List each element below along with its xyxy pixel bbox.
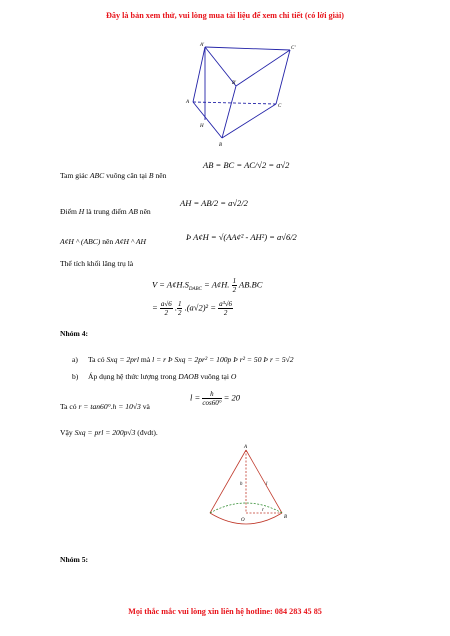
vertex-label: A <box>186 100 190 105</box>
line-ta-co: Ta có r = tan60°.h = 10√3 và <box>60 402 150 411</box>
prism-figure <box>180 40 300 150</box>
item-b-label: b) <box>72 372 79 381</box>
item-a-text: Ta có Sxq = 2prl mà l = r Þ Sxq = 2pr² = 100p Þ r² = 50 Þ r = 5√2 <box>88 355 294 364</box>
preview-notice-banner: Đây là bản xem thử, vui lòng mua tài liệu để xem chi tiết (có lời giải) <box>105 11 344 20</box>
cone-label: A <box>244 445 248 450</box>
line-vay: Vậy Sxq = prl = 200p√3 (đvdt). <box>60 428 158 437</box>
hotline-footer: Mọi thắc mắc vui lòng xin liên hệ hotline: 084 283 45 85 <box>128 607 322 616</box>
cone-label: O <box>241 518 245 523</box>
line-perp: A¢H ^ (ABC) nên A¢H ^ AH <box>60 237 147 246</box>
vertex-label: C' <box>291 46 296 51</box>
line-volume-intro: Thể tích khối lăng trụ là <box>60 259 134 268</box>
line-diem-h: Điểm H là trung điểm AB nên <box>60 207 151 216</box>
vertex-label: C <box>278 104 282 109</box>
line-tam-giac: Tam giác ABC vuông cân tại B nên <box>60 171 167 180</box>
item-a-label: a) <box>72 355 78 364</box>
cone-label: l <box>266 482 268 487</box>
formula-a-prime-h: Þ A¢H = √(AA¢² - AH²) = a√6/2 <box>186 232 297 242</box>
formula-l: l = $\frac{h}{\cos 60^\circ}$ = 20 <box>190 390 240 407</box>
vertex-label: H <box>200 124 204 129</box>
group-5-title: Nhóm 5: <box>60 555 89 564</box>
cone-label: r <box>262 508 264 513</box>
formula-ab-bc: AB = BC = AC/√2 = a√2 <box>203 160 290 170</box>
formula-ah: AH = AB/2 = a√2/2 <box>180 198 248 208</box>
vertex-label: B <box>219 143 223 148</box>
vertex-label: B' <box>232 81 237 86</box>
formula-volume-1: $V = A¢H.S_{DABC}$ = A¢H. $\frac{1}{2}$ AB.BC <box>152 277 263 294</box>
item-b-text: Áp dụng hệ thức lượng trong DAOB vuông tại O <box>88 372 237 381</box>
cone-label: B <box>284 515 288 520</box>
formula-volume-2: = $\frac{a√6}{2}$ . $\frac{1}{2}$ .(a√2)² = $\frac{\text{a³√6}}{2}$ <box>152 300 233 317</box>
cone-figure <box>200 443 300 533</box>
group-4-title: Nhóm 4: <box>60 329 89 338</box>
vertex-label: A' <box>200 43 205 48</box>
cone-label: h <box>240 482 243 487</box>
